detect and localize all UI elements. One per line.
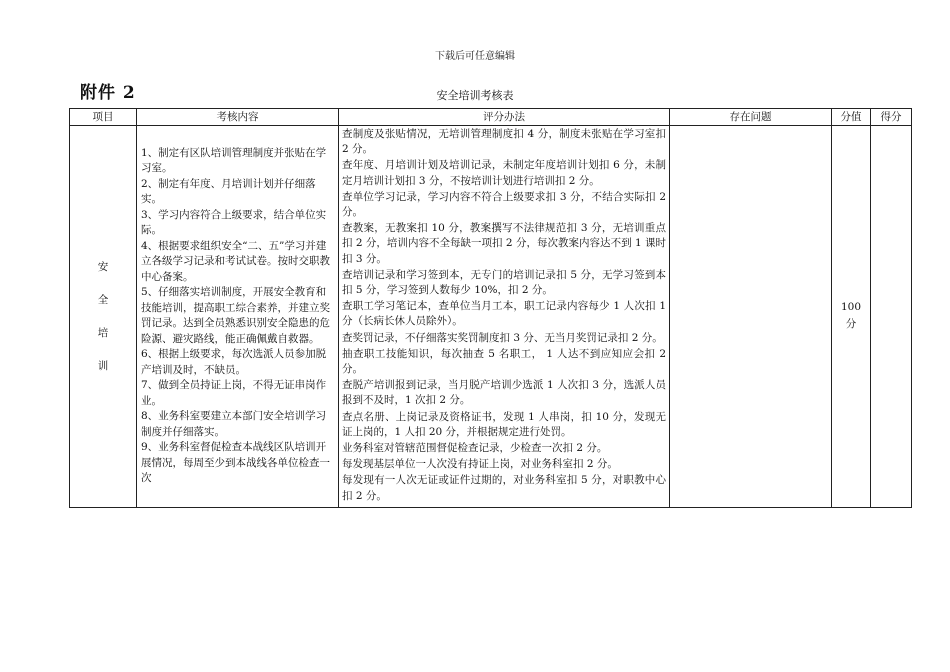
col-header-obtained: 得分 [871,109,912,126]
issues-cell [670,126,832,508]
score-value: 100 [840,301,862,314]
method-item: 业务科室对管辖范围督促检查记录，少检查一次扣 2 分。 [342,442,608,455]
obtained-cell [871,126,912,508]
col-header-content: 考核内容 [137,109,339,126]
method-item: 查奖罚记录，不仔细落实奖罚制度扣 3 分、无当月奖罚记录扣 2 分。 [342,331,663,344]
method-item: 查制度及张贴情况，无培训管理制度扣 4 分，制度未张贴在学习室扣 2 分。 [342,128,666,156]
score-cell [832,126,871,508]
content-cell [137,126,339,508]
content-item: 3、学习内容符合上级要求，结合单位实际。 [141,208,327,237]
method-item: 查年度、月培训计划及培训记录，未制定年度培训计划扣 6 分，未制定月培训计划扣 3 分，不按培训计划进行培训扣 2 分。 [342,159,666,187]
header-note: 下载后可任意编辑 [435,51,515,62]
col-header-method: 评分办法 [339,109,670,126]
method-item: 查脱产培训报到记录，当月脱产培训少选派 1 人次扣 3 分，选派人员报到不及时，1 次扣 2 分。 [342,379,666,407]
project-char: 培 [97,327,109,340]
col-header-score: 分值 [832,109,871,126]
method-item: 抽查职工技能知识，每次抽查 5 名职工， 1 人达不到应知应会扣 2 分。 [342,347,666,376]
method-item: 查单位学习记录，学习内容不符合上级要求扣 3 分，不结合实际扣 2 分。 [342,190,666,219]
method-item: 查职工学习笔记本，查单位当月工本，职工记录内容每少 1 人次扣 1 分（长病长休人员除外）。 [342,300,666,328]
col-header-issues: 存在问题 [670,109,832,126]
score-unit: 分 [845,318,857,331]
col-header-project: 项目 [70,109,137,126]
method-item: 查点名册、上岗记录及资格证书，发现 1 人串岗，扣 10 分，发现无证上岗的，1 人扣 20 分，并根据规定进行处罚。 [342,410,666,438]
content-item: 7、做到全员持证上岗，不得无证串岗作业。 [141,379,327,407]
assessment-table [69,108,912,508]
content-item: 8、业务科室要建立本部门安全培训学习制度并仔细落实。 [141,410,327,438]
content-item: 1、制定有区队培训管理制度并张贴在学习室。 [141,146,327,175]
method-item: 查教案，无教案扣 10 分，教案撰写不法律规范扣 3 分，无培训重点扣 2 分，培训内容不全每缺一项扣 2 分，每次教案内容达不到 1 课时扣 3 分。 [342,222,666,265]
project-cell [70,126,137,508]
content-item: 4、根据要求组织安全“二、五”学习并建立各级学习记录和考试试卷。按时交职教中心备案。 [141,239,330,283]
project-char: 全 [97,294,109,307]
attachment-label: 附件 2 [80,83,136,103]
method-item: 每发现有一人次无证或证件过期的，对业务科室扣 5 分，对职教中心扣 2 分。 [342,474,666,502]
document-title: 安全培训考核表 [436,89,514,102]
content-item: 6、根据上级要求，每次选派人员参加脱产培训及时，不缺员。 [141,348,327,376]
method-item: 查培训记录和学习签到本，无专门的培训记录扣 5 分，无学习签到本扣 5 分，学习签到人数每少 10%，扣 2 分。 [342,268,666,297]
project-char: 安 [97,261,109,274]
method-cell [339,126,670,508]
content-item: 9、业务科室督促检查本战线区队培训开展情况，每周至少到本战线各单位检查一次 [141,441,330,485]
project-char: 训 [97,360,109,373]
table-header-row [70,109,912,126]
method-item: 每发现基层单位一人次没有持证上岗，对业务科室扣 2 分。 [342,458,618,471]
content-item: 2、制定有年度、月培训计划并仔细落实。 [141,177,316,206]
table-row [70,126,912,508]
content-item: 5、仔细落实培训制度，开展安全教育和技能培训，提高职工综合素养，并建立奖罚记录。达到全员熟悉识别安全隐患的危险源、避灾路线，能正确佩戴自救器。 [141,286,330,345]
